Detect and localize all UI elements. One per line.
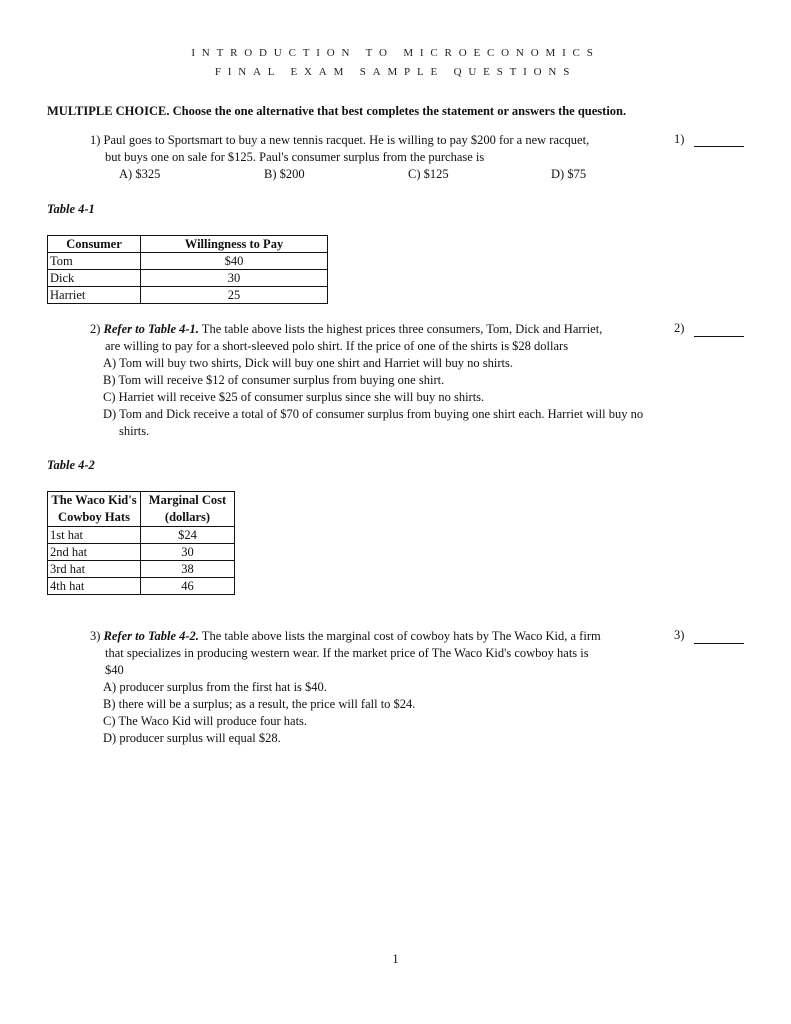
- question-text: that specializes in producing western wear. If the market price of The Waco Kid's cowboy hats is: [105, 646, 589, 660]
- table-4-1: [47, 235, 328, 304]
- table-row: [48, 544, 235, 561]
- question-3: [90, 628, 660, 747]
- options-row: [90, 166, 660, 183]
- table-cell: $24: [141, 527, 235, 544]
- table-cell: 30: [141, 270, 328, 287]
- question-text: but buys one on sale for $125. Paul's consumer surplus from the purchase is: [105, 150, 485, 164]
- option-a[interactable]: A) producer surplus from the first hat is $40.: [103, 680, 327, 694]
- instructions: MULTIPLE CHOICE. Choose the one alternative that best completes the statement or answers the question.: [47, 104, 627, 118]
- table-header: The Waco Kid's Cowboy Hats: [48, 492, 141, 527]
- answer-blank[interactable]: [694, 146, 744, 147]
- table-cell: 38: [141, 561, 235, 578]
- question-1: [90, 132, 660, 183]
- table-cell: Harriet: [48, 287, 141, 304]
- table-cell: Dick: [48, 270, 141, 287]
- question-text: $40: [105, 663, 124, 677]
- option-a[interactable]: A) $325: [119, 167, 161, 181]
- table-cell: 1st hat: [48, 527, 141, 544]
- option-c[interactable]: C) $125: [408, 167, 449, 181]
- table-label: Table 4-1: [47, 202, 95, 216]
- option-a[interactable]: A) Tom will buy two shirts, Dick will buy one shirt and Harriet will buy no shirts.: [103, 356, 513, 370]
- question-number: 1): [90, 133, 101, 147]
- header-subtitle: FINAL EXAM SAMPLE QUESTIONS: [214, 66, 577, 78]
- table-cell: 3rd hat: [48, 561, 141, 578]
- option-b[interactable]: B) there will be a surplus; as a result, the price will fall to $24.: [103, 697, 416, 711]
- question-text: The table above lists the marginal cost of cowboy hats by The Waco Kid, a firm: [198, 629, 601, 643]
- question-text: are willing to pay for a short-sleeved polo shirt. If the price of one of the shirts is $28 dollars: [105, 339, 569, 353]
- answer-number: 1): [674, 132, 685, 146]
- table-row: [48, 527, 235, 544]
- header-title: INTRODUCTION TO MICROECONOMICS: [191, 47, 600, 59]
- option-d[interactable]: D) producer surplus will equal $28.: [103, 731, 281, 745]
- table-cell: 25: [141, 287, 328, 304]
- table-header: Willingness to Pay: [141, 236, 328, 253]
- option-d[interactable]: D) $75: [551, 167, 587, 181]
- table-cell: Tom: [48, 253, 141, 270]
- option-d[interactable]: D) Tom and Dick receive a total of $70 of consumer surplus from buying one shirt each. Harriet will buy no shirts.: [103, 407, 644, 438]
- table-label: Table 4-2: [47, 458, 95, 472]
- table-reference: Refer to Table 4-1.: [103, 322, 199, 336]
- option-b[interactable]: B) $200: [264, 167, 305, 181]
- table-4-2: [47, 491, 235, 595]
- option-c[interactable]: C) The Waco Kid will produce four hats.: [103, 714, 308, 728]
- page-number: 1: [392, 952, 399, 966]
- option-c[interactable]: C) Harriet will receive $25 of consumer surplus since she will buy no shirts.: [103, 390, 485, 404]
- question-2: [90, 321, 660, 440]
- option-b[interactable]: B) Tom will receive $12 of consumer surplus from buying one shirt.: [103, 373, 445, 387]
- answer-blank[interactable]: [694, 336, 744, 337]
- table-cell: $40: [141, 253, 328, 270]
- question-text: The table above lists the highest prices three consumers, Tom, Dick and Harriet,: [198, 322, 603, 336]
- table-row: [48, 270, 328, 287]
- answer-number: 2): [674, 321, 685, 335]
- table-row: [48, 578, 235, 595]
- table-cell: 46: [141, 578, 235, 595]
- question-text: Paul goes to Sportsmart to buy a new tennis racquet. He is willing to pay $200 for a new racquet,: [103, 133, 590, 147]
- answer-number: 3): [674, 628, 685, 642]
- table-reference: Refer to Table 4-2.: [103, 629, 199, 643]
- table-header: Consumer: [48, 236, 141, 253]
- table-header: Marginal Cost (dollars): [141, 492, 235, 527]
- table-cell: 2nd hat: [48, 544, 141, 561]
- table-row: [48, 561, 235, 578]
- table-cell: 30: [141, 544, 235, 561]
- question-number: 3): [90, 629, 101, 643]
- table-row: [48, 253, 328, 270]
- table-row: [48, 287, 328, 304]
- table-cell: 4th hat: [48, 578, 141, 595]
- question-number: 2): [90, 322, 101, 336]
- answer-blank[interactable]: [694, 643, 744, 644]
